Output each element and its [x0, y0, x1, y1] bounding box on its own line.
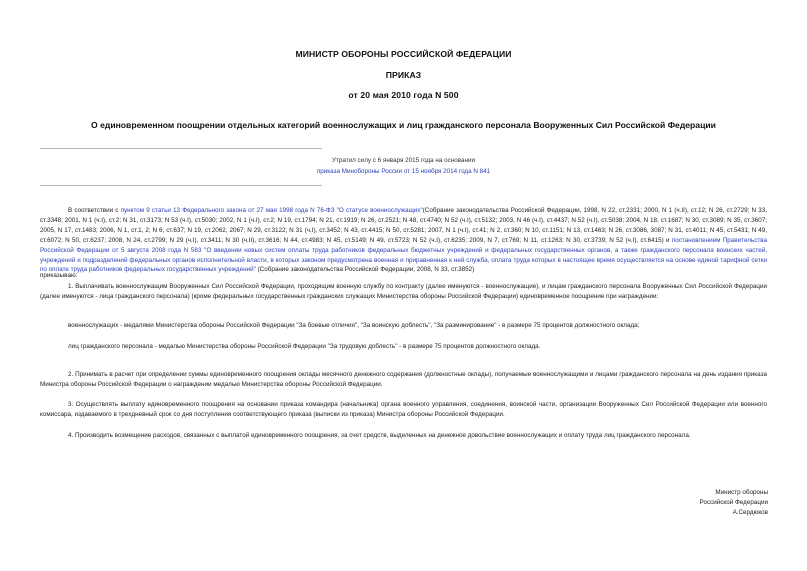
bottom-divider: [40, 185, 322, 186]
preamble-paragraph: [40, 206, 767, 275]
top-divider: [40, 148, 322, 149]
preamble-prefix: В соответствии с: [68, 207, 121, 214]
federal-law-link[interactable]: пунктом 9 статьи 13 Федерального закона от 27 мая 1998 года N 76-ФЗ "О статусе военнослужащих": [120, 207, 423, 214]
doc-date-number: от 20 мая 2010 года N 500: [348, 90, 459, 100]
item-1: 1. Выплачивать военнослужащим Вооруженных Сил Российской Федерации, проходящим военную службу по контракту (далее именуются - военнослужащие), и лицам гражданского персонала Вооруженных Сил Российской Федерации (далее именуются - лица гражданского персонала) (кроме федеральных государственных гражданских служащих Министерства обороны Российской Федерации) единовременное поощрение при награждении:: [40, 283, 767, 300]
ministry-heading: МИНИСТР ОБОРОНЫ РОССИЙСКОЙ ФЕДЕРАЦИИ: [295, 49, 512, 59]
item-1a: военнослужащих - медалями Министерства обороны Российской Федерации "За боевые отличия", "За воинскую доблесть", "За разминирование" - в размере 75 процентов должностного оклада;: [68, 322, 640, 329]
status-note-line1: Утратил силу с 6 января 2015 года на основании: [331, 157, 476, 164]
government-resolution-link[interactable]: постановлением Правительства Российской Федерации от 5 августа 2008 года N 583 "О введении новых систем оплаты труда работников федеральных бюджетных учреждений и федеральных государственных органов, а также гражданского персонала воинских частей, учреждений и подразделений федеральных органов исполнительной власти, в которых законом предусмотрена военная и приравненная к ней служба, оплата труда которых в настоящее время осуществляется на основе единой тарифной сетки по оплате труда работников федеральных государственных учреждений": [40, 236, 768, 274]
document-title: О единовременном поощрении отдельных категорий военнослужащих и лиц гражданского персонала Вооруженных Сил Российской Федерации: [91, 120, 716, 130]
item-3: 3. Осуществлять выплату единовременного поощрения на основании приказа командира (начальника) органа военного управления, соединения, воинской части, организации Вооруженных Сил Российской Федерации или военного комиссара, издаваемого в трехдневный срок со дня поступления соответствующего приказа (выписки из приказа) Министра обороны Российской Федерации.: [40, 401, 767, 418]
item-4: 4. Производить возмещение расходов, связанных с выплатой единовременного поощрения, за счет средств, выделенных на денежное довольствие военнослужащих и оплату труда лиц гражданского персонала.: [68, 432, 691, 439]
signature-country: Российской Федерации: [699, 499, 768, 506]
doc-type-heading: ПРИКАЗ: [385, 70, 422, 80]
signature-name: А.Сердюков: [732, 509, 768, 516]
status-note-line2: [0, 168, 807, 175]
item-2: 2. Принимать в расчет при определении суммы единовременного поощрения оклады месячного денежного содержания (должностные оклады), получаемые военнослужащими и лицами гражданского персонала на день издания приказа Министра обороны Российской Федерации о награждении медалью Министерства обороны Российской Федерации.: [40, 371, 767, 388]
signature-position: Министр обороны: [715, 489, 768, 496]
item-1b: лиц гражданского персонала - медалью Министерства обороны Российской Федерации "За трудовую доблесть" - в размере 75 процентов должностного оклада.: [68, 343, 541, 350]
preamble-suffix: (Собрание законодательства Российской Федерации, 2008, N 33, ст.3852): [255, 266, 475, 274]
repeal-order-link[interactable]: приказа Минобороны России от 15 ноября 2014 года N 841: [316, 168, 491, 175]
order-word: приказываю:: [40, 272, 78, 279]
signature-block: [618, 488, 768, 518]
preamble-middle: (Собрание законодательства Российской Федерации, 1998, N 22, ст.2331; 2000, N 1 (ч.II), ст.12; N 26, ст.2729; N 33, ст.3348; 2001, N 1 (ч.I), ст.2; N 31, ст.3173; N 53 (ч.I), ст.5030; 2002, N 1 (ч.I), ст.2; N 19, ст.1794; N 21, ст.1919; N 26, ст.2521; N 48, ст.4740; N 52 (ч.I), ст.5132; 2003, N 46 (ч.I), ст.4437; N 52 (ч.I), ст.5038; 2004, N 18, ст.1687; N 30, ст.3089; N 35, ст.3607; 2005, N 17, ст.1483; 2006, N 1, ст.1, 2; N 6, ст.637; N 19, ст.2062, 2067; N 29, ст.3122; N 31 (ч.I), ст.3452; N 43, ст.4415; N 50, ст.5281; 2007, N 1 (ч.I), ст.41; N 2, ст.360; N 10, ст.1151; N 13, ст.1463; N 26, ст.3086, 3087; N 31, ст.4011; N 45, ст.5431; N 49, ст.6072; N 50, ст.6237; 2008, N 24, ст.2799; N 29 (ч.I), ст.3411; N 30 (ч.II), ст.3616; N 44, ст.4983; N 45, ст.5149; N 49, ст.5723; N 52 (ч.I), ст.6235; 2009, N 7, ст.769; N 11, ст.1263; N 30, ст.3739; N 52 (ч.I), ст.6415) и: [40, 207, 767, 244]
